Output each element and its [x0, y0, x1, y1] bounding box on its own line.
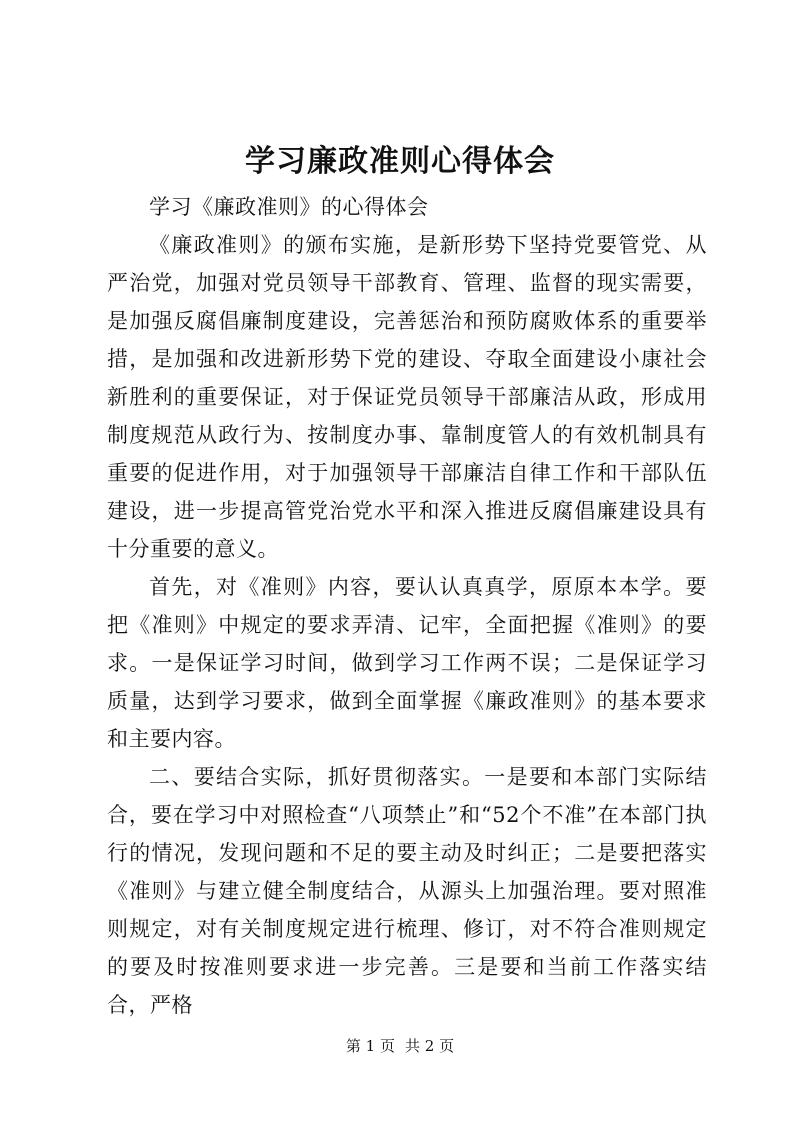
page-footer — [0, 1036, 800, 1056]
document-body — [107, 188, 707, 1024]
page-total: 共 2 页 — [405, 1037, 455, 1055]
paragraph-1: 《廉政准则》的颁布实施，是新形势下坚持党要管党、从严治党，加强对党员领导干部教育、管理、监督的现实需要，是加强反腐倡廉制度建设，完善惩治和预防腐败体系的重要举措，是加强和改进新形势下党的建设、夺取全面建设小康社会新胜利的重要保证，对于保证党员领导干部廉洁从政，形成用制度规范从政行为、按制度办事、靠制度管人的有效机制具有重要的促进作用，对于加强领导干部廉洁自律工作和干部队伍建设，进一步提高管党治党水平和深入推进反腐倡廉建设具有十分重要的意义。 — [107, 233, 707, 561]
paragraph-2: 首先，对《准则》内容，要认认真真学，原原本本学。要把《准则》中规定的要求弄清、记牢，全面把握《准则》的要求。一是保证学习时间，做到学习工作两不误；二是保证学习质量，达到学习要求，做到全面掌握《廉政准则》的基本要求和主要内容。 — [107, 575, 707, 751]
page-number: 第 1 页 — [345, 1037, 395, 1055]
document-subtitle: 学习《廉政准则》的心得体会 — [149, 195, 429, 219]
document-title: 学习廉政准则心得体会 — [245, 144, 555, 179]
paragraph-3: 二、要结合实际，抓好贯彻落实。一是要和本部门实际结合，要在学习中对照检查“八项禁止”和“52个不准”在本部门执行的情况，发现问题和不足的要主动及时纠正；二是要把落实《准则》与建立健全制度结合，从源头上加强治理。要对照准则规定，对有关制度规定进行梳理、修订，对不符合准则规定的要及时按准则要求进一步完善。三是要和当前工作落实结合，严格 — [107, 765, 707, 1017]
